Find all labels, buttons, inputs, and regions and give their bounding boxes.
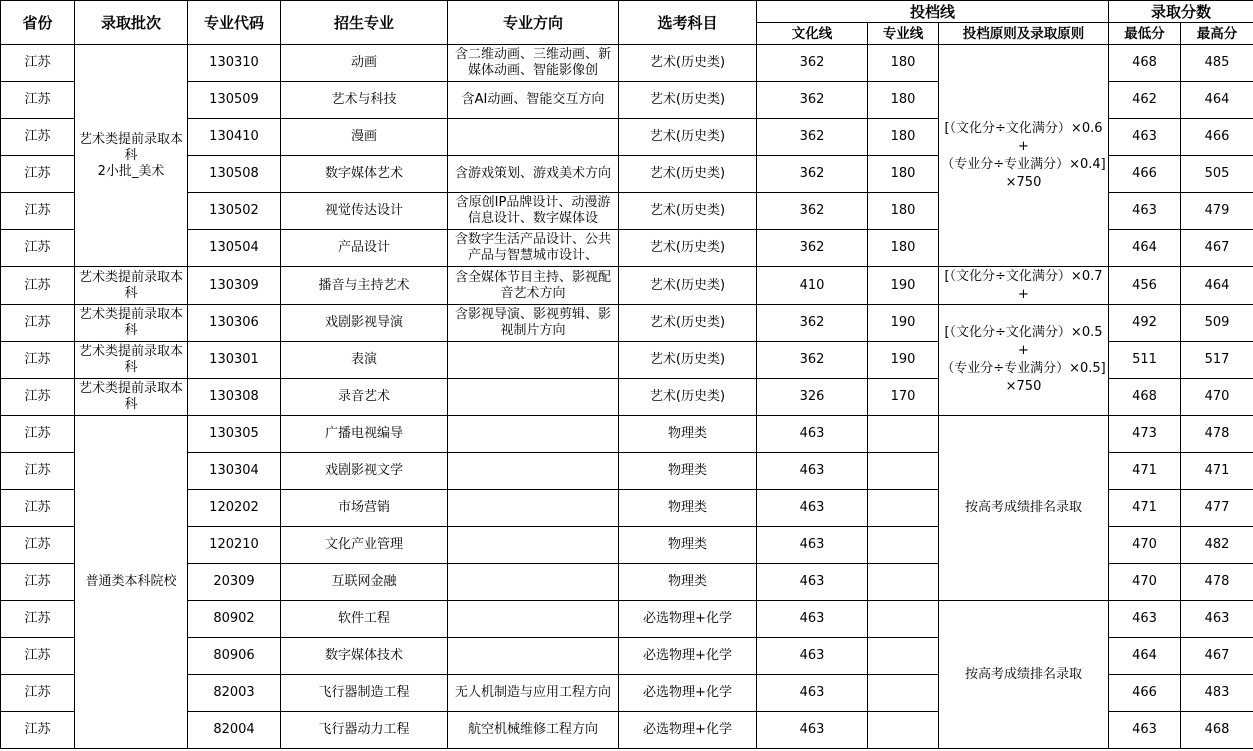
direction-cell — [448, 601, 619, 638]
province-cell: 江苏 — [1, 379, 75, 416]
principle-text: [（文化分÷文化满分）×0.7+ — [944, 268, 1103, 302]
max-score-cell: 517 — [1181, 342, 1253, 379]
culture-line-cell: 463 — [757, 416, 868, 453]
major-cell: 录音艺术 — [281, 379, 448, 416]
max-score-cell: 464 — [1181, 82, 1253, 119]
subjects-cell: 物理类 — [619, 564, 757, 601]
direction-cell — [448, 193, 619, 230]
major-line-cell — [868, 416, 939, 453]
subjects-cell: 必选物理+化学 — [619, 712, 757, 749]
direction-text: 含二维动画、三维动画、新媒体动画、智能影像创 — [454, 47, 611, 78]
province-cell: 江苏 — [1, 416, 75, 453]
min-score-cell: 471 — [1109, 490, 1181, 527]
code-cell: 80902 — [188, 601, 281, 638]
major-cell: 产品设计 — [281, 230, 448, 267]
max-score-cell: 479 — [1181, 193, 1253, 230]
major-cell: 数字媒体技术 — [281, 638, 448, 675]
batch-cell — [75, 379, 188, 416]
principle-text: 按高考成绩排名录取 — [964, 500, 1082, 515]
direction-cell — [448, 119, 619, 156]
major-line-cell: 190 — [868, 342, 939, 379]
min-score-cell: 463 — [1109, 193, 1181, 230]
code-cell: 82004 — [188, 712, 281, 749]
culture-line-cell: 362 — [757, 45, 868, 82]
direction-text — [450, 418, 616, 450]
min-score-cell: 466 — [1109, 675, 1181, 712]
major-line-cell: 180 — [868, 45, 939, 82]
direction-text: 含原创IP品牌设计、动漫游信息设计、数字媒体设 — [455, 195, 611, 226]
min-score-cell: 470 — [1109, 527, 1181, 564]
province-cell: 江苏 — [1, 490, 75, 527]
principle-cell — [939, 416, 1109, 601]
culture-line-cell: 362 — [757, 193, 868, 230]
direction-cell — [448, 342, 619, 379]
max-score-cell: 483 — [1181, 675, 1253, 712]
culture-line-cell: 326 — [757, 379, 868, 416]
province-cell: 江苏 — [1, 564, 75, 601]
direction-cell — [448, 527, 619, 564]
code-cell: 130508 — [188, 156, 281, 193]
culture-line-cell: 362 — [757, 230, 868, 267]
province-cell: 江苏 — [1, 527, 75, 564]
batch-cell — [75, 267, 188, 305]
principle-cell — [939, 305, 1109, 416]
direction-text — [450, 492, 616, 524]
batch-cell — [75, 305, 188, 342]
code-cell: 130304 — [188, 453, 281, 490]
code-cell: 130310 — [188, 45, 281, 82]
province-cell: 江苏 — [1, 230, 75, 267]
min-score-cell: 463 — [1109, 712, 1181, 749]
culture-line-cell: 463 — [757, 564, 868, 601]
province-cell: 江苏 — [1, 119, 75, 156]
min-score-cell: 466 — [1109, 156, 1181, 193]
max-score-cell: 482 — [1181, 527, 1253, 564]
min-score-cell: 464 — [1109, 638, 1181, 675]
direction-text: 含AI动画、智能交互方向 — [461, 92, 605, 107]
header-score-group: 录取分数 — [1109, 1, 1253, 23]
subjects-cell: 必选物理+化学 — [619, 675, 757, 712]
major-cell: 表演 — [281, 342, 448, 379]
min-score-cell: 492 — [1109, 305, 1181, 342]
min-score-cell: 468 — [1109, 45, 1181, 82]
min-score-cell: 463 — [1109, 601, 1181, 638]
subjects-cell: 物理类 — [619, 453, 757, 490]
min-score-cell: 468 — [1109, 379, 1181, 416]
major-cell: 戏剧影视文学 — [281, 453, 448, 490]
direction-text — [450, 344, 616, 376]
max-score-cell: 477 — [1181, 490, 1253, 527]
subjects-cell: 艺术(历史类) — [619, 379, 757, 416]
major-cell: 数字媒体艺术 — [281, 156, 448, 193]
subjects-cell: 必选物理+化学 — [619, 638, 757, 675]
direction-text — [450, 603, 616, 635]
header-subjects: 选考科目 — [619, 1, 757, 45]
major-cell: 市场营销 — [281, 490, 448, 527]
direction-text — [450, 381, 616, 413]
table-row — [1, 267, 1253, 305]
subjects-cell: 艺术(历史类) — [619, 230, 757, 267]
subjects-cell: 艺术(历史类) — [619, 156, 757, 193]
batch-cell — [75, 45, 188, 267]
header-province: 省份 — [1, 1, 75, 45]
culture-line-cell: 362 — [757, 156, 868, 193]
min-score-cell: 470 — [1109, 564, 1181, 601]
province-cell: 江苏 — [1, 675, 75, 712]
code-cell: 120202 — [188, 490, 281, 527]
major-line-cell: 190 — [868, 267, 939, 305]
province-cell: 江苏 — [1, 156, 75, 193]
min-score-cell: 464 — [1109, 230, 1181, 267]
code-cell: 20309 — [188, 564, 281, 601]
header-min-score: 最低分 — [1109, 23, 1181, 45]
max-score-cell: 467 — [1181, 638, 1253, 675]
major-cell: 戏剧影视导演 — [281, 305, 448, 342]
min-score-cell: 463 — [1109, 119, 1181, 156]
major-line-cell: 180 — [868, 193, 939, 230]
batch-cell — [75, 342, 188, 379]
direction-text: 含数字生活产品设计、公共产品与智慧城市设计、 — [454, 232, 611, 263]
batch-label: 艺术类提前录取本科 — [78, 344, 183, 375]
principle-text: [（文化分÷文化满分）×0.6+ （专业分÷专业满分）×0.4]×750 — [941, 120, 1106, 190]
major-cell: 文化产业管理 — [281, 527, 448, 564]
batch-label: 艺术类提前录取本科 — [78, 269, 183, 301]
principle-cell — [939, 601, 1109, 749]
major-line-cell: 180 — [868, 156, 939, 193]
code-cell: 130301 — [188, 342, 281, 379]
culture-line-cell: 463 — [757, 490, 868, 527]
culture-line-cell: 463 — [757, 453, 868, 490]
subjects-cell: 必选物理+化学 — [619, 601, 757, 638]
culture-line-cell: 463 — [757, 712, 868, 749]
code-cell: 130504 — [188, 230, 281, 267]
code-cell: 130502 — [188, 193, 281, 230]
code-cell: 130308 — [188, 379, 281, 416]
min-score-cell: 473 — [1109, 416, 1181, 453]
header-major-line: 专业线 — [868, 23, 939, 45]
max-score-cell: 471 — [1181, 453, 1253, 490]
major-cell: 动画 — [281, 45, 448, 82]
major-line-cell — [868, 527, 939, 564]
code-cell: 130305 — [188, 416, 281, 453]
culture-line-cell: 362 — [757, 342, 868, 379]
major-cell: 飞行器制造工程 — [281, 675, 448, 712]
major-line-cell — [868, 638, 939, 675]
direction-cell — [448, 490, 619, 527]
code-cell: 82003 — [188, 675, 281, 712]
culture-line-cell: 463 — [757, 638, 868, 675]
province-cell: 江苏 — [1, 193, 75, 230]
principle-cell — [939, 45, 1109, 267]
culture-line-cell: 362 — [757, 305, 868, 342]
direction-cell — [448, 675, 619, 712]
code-cell: 130309 — [188, 267, 281, 305]
max-score-cell: 478 — [1181, 564, 1253, 601]
max-score-cell: 464 — [1181, 267, 1253, 305]
header-max-score: 最高分 — [1181, 23, 1253, 45]
direction-cell — [448, 453, 619, 490]
province-cell: 江苏 — [1, 712, 75, 749]
header-code: 专业代码 — [188, 1, 281, 45]
batch-label: 普通类本科院校 — [85, 574, 177, 589]
province-cell: 江苏 — [1, 342, 75, 379]
direction-text — [450, 455, 616, 487]
subjects-cell: 艺术(历史类) — [619, 267, 757, 305]
culture-line-cell: 463 — [757, 675, 868, 712]
direction-text — [450, 640, 616, 672]
subjects-cell: 物理类 — [619, 416, 757, 453]
header-major: 招生专业 — [281, 1, 448, 45]
culture-line-cell: 362 — [757, 119, 868, 156]
subjects-cell: 艺术(历史类) — [619, 342, 757, 379]
culture-line-cell: 410 — [757, 267, 868, 305]
max-score-cell: 463 — [1181, 601, 1253, 638]
batch-label: 艺术类提前录取本科 — [78, 307, 183, 338]
table-row — [1, 305, 1253, 342]
major-line-cell — [868, 490, 939, 527]
province-cell: 江苏 — [1, 267, 75, 305]
direction-cell — [448, 712, 619, 749]
min-score-cell: 456 — [1109, 267, 1181, 305]
direction-cell — [448, 305, 619, 342]
direction-text: 航空机械维修工程方向 — [467, 722, 598, 737]
max-score-cell: 466 — [1181, 119, 1253, 156]
province-cell: 江苏 — [1, 305, 75, 342]
subjects-cell: 艺术(历史类) — [619, 119, 757, 156]
major-line-cell: 170 — [868, 379, 939, 416]
subjects-cell: 物理类 — [619, 490, 757, 527]
max-score-cell: 485 — [1181, 45, 1253, 82]
min-score-cell: 462 — [1109, 82, 1181, 119]
principle-text: 按高考成绩排名录取 — [964, 666, 1082, 682]
major-line-cell — [868, 712, 939, 749]
direction-text: 含游戏策划、游戏美术方向 — [454, 166, 611, 181]
direction-text — [450, 121, 616, 153]
header-culture-line: 文化线 — [757, 23, 868, 45]
province-cell: 江苏 — [1, 45, 75, 82]
direction-text: 含影视导演、影视剪辑、影视制片方向 — [454, 307, 611, 338]
major-cell: 播音与主持艺术 — [281, 267, 448, 305]
major-cell: 视觉传达设计 — [281, 193, 448, 230]
major-line-cell: 180 — [868, 230, 939, 267]
major-line-cell — [868, 453, 939, 490]
major-cell: 软件工程 — [281, 601, 448, 638]
subjects-cell: 艺术(历史类) — [619, 82, 757, 119]
direction-text — [450, 529, 616, 561]
min-score-cell: 511 — [1109, 342, 1181, 379]
table-row — [1, 45, 1253, 82]
direction-cell — [448, 416, 619, 453]
province-cell: 江苏 — [1, 453, 75, 490]
major-cell: 互联网金融 — [281, 564, 448, 601]
subjects-cell: 物理类 — [619, 527, 757, 564]
major-cell: 漫画 — [281, 119, 448, 156]
subjects-cell: 艺术(历史类) — [619, 45, 757, 82]
min-score-cell: 471 — [1109, 453, 1181, 490]
max-score-cell: 470 — [1181, 379, 1253, 416]
direction-cell — [448, 156, 619, 193]
major-line-cell — [868, 601, 939, 638]
max-score-cell: 467 — [1181, 230, 1253, 267]
max-score-cell: 478 — [1181, 416, 1253, 453]
culture-line-cell: 463 — [757, 527, 868, 564]
major-cell: 广播电视编导 — [281, 416, 448, 453]
direction-cell — [448, 379, 619, 416]
major-line-cell — [868, 675, 939, 712]
direction-cell — [448, 45, 619, 82]
header-line-group: 投档线 — [757, 1, 1109, 23]
direction-cell — [448, 230, 619, 267]
major-line-cell: 190 — [868, 305, 939, 342]
code-cell: 130410 — [188, 119, 281, 156]
major-cell: 飞行器动力工程 — [281, 712, 448, 749]
culture-line-cell: 463 — [757, 601, 868, 638]
subjects-cell: 艺术(历史类) — [619, 193, 757, 230]
major-line-cell: 180 — [868, 82, 939, 119]
major-line-cell: 180 — [868, 119, 939, 156]
batch-label: 艺术类提前录取本科 — [78, 381, 183, 412]
table-row — [1, 416, 1253, 453]
max-score-cell: 509 — [1181, 305, 1253, 342]
header-principle: 投档原则及录取原则 — [939, 23, 1109, 45]
direction-text: 含全媒体节目主持、影视配音艺术方向 — [454, 269, 611, 301]
batch-label: 艺术类提前录取本科 2小批_美术 — [78, 131, 183, 179]
header-batch: 录取批次 — [75, 1, 188, 45]
max-score-cell: 505 — [1181, 156, 1253, 193]
code-cell: 130306 — [188, 305, 281, 342]
province-cell: 江苏 — [1, 638, 75, 675]
code-cell: 130509 — [188, 82, 281, 119]
max-score-cell: 468 — [1181, 712, 1253, 749]
principle-text: [（文化分÷文化满分）×0.5+ （专业分÷专业满分）×0.5]×750 — [941, 325, 1106, 394]
direction-text: 无人机制造与应用工程方向 — [454, 685, 611, 700]
code-cell: 120210 — [188, 527, 281, 564]
major-line-cell — [868, 564, 939, 601]
direction-text — [450, 566, 616, 598]
direction-cell — [448, 267, 619, 305]
header-direction: 专业方向 — [448, 1, 619, 45]
major-cell: 艺术与科技 — [281, 82, 448, 119]
code-cell: 80906 — [188, 638, 281, 675]
direction-cell — [448, 638, 619, 675]
subjects-cell: 艺术(历史类) — [619, 305, 757, 342]
province-cell: 江苏 — [1, 601, 75, 638]
culture-line-cell: 362 — [757, 82, 868, 119]
batch-cell — [75, 416, 188, 749]
province-cell: 江苏 — [1, 82, 75, 119]
direction-cell — [448, 564, 619, 601]
table-body — [1, 45, 1253, 749]
direction-cell — [448, 82, 619, 119]
principle-cell — [939, 267, 1109, 305]
table-row — [1, 601, 1253, 638]
